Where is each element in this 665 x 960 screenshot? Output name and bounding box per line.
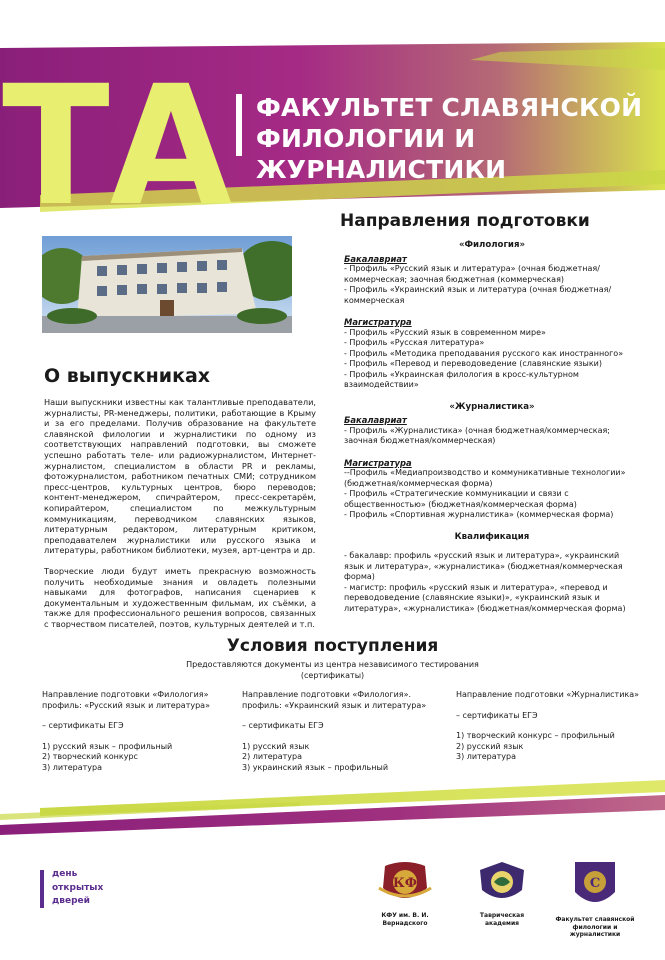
journalism-title: «Журналистика»: [449, 401, 535, 412]
philology-bachelor-label: Бакалавриат: [344, 253, 407, 264]
list-item: 2) литература: [242, 752, 303, 761]
alumni-paragraph-2: Творческие люди будут иметь прекрасную возможность получить необходимые знания и овладеть полезными навыками для фотографов, написания сценариев к документальным и художественным фильмам, их съёмки, а также для профессионального решения вопросов, связанных с творчеством писателей, поэтов, культурных деятелей и т.п.: [44, 565, 316, 629]
admission-direction: Направление подготовки «Филология»: [42, 690, 209, 699]
list-item: 3) литература: [42, 762, 103, 772]
list-item: - Профиль «Украинский язык и литература (очная бюджетная/коммерческая: [344, 285, 612, 305]
title-divider: [236, 94, 242, 156]
admission-column-philology-ukrainian: [242, 690, 442, 773]
alumni-heading: О выпускниках: [44, 365, 211, 387]
svg-text:С: С: [589, 876, 601, 891]
faculty-title-line1: ФАКУЛЬТЕТ СЛАВЯНСКОЙ: [256, 93, 643, 122]
admission-note-line2: (сертификаты): [300, 670, 365, 680]
admission-direction: Направление подготовки «Журналистика»: [456, 690, 640, 699]
list-item: - Профиль «Русская литература»: [344, 338, 485, 347]
list-item: - Профиль «Русский язык и литература» (очная бюджетная/коммерческая; заочная бюджетная (коммерческая): [344, 264, 600, 284]
admission-heading: Условия поступления: [226, 636, 439, 656]
tauride-academy-emblem-icon: [472, 858, 532, 908]
admission-note: [0, 660, 665, 681]
admission-note-line1: Предоставляются документы из центра независимого тестирования: [186, 660, 479, 669]
admission-column-journalism: [456, 690, 646, 763]
tauride-academy-emblem: [462, 858, 542, 927]
list-item: 2) творческий конкурс: [42, 752, 138, 761]
list-item: - Профиль «Журналистика» (очная бюджетная/коммерческая; заочная бюджетная/коммерческая): [344, 425, 610, 445]
footer-stripe: [0, 770, 665, 840]
kfu-emblem-icon: [375, 858, 435, 908]
list-item: - Профиль «Стратегические коммуникации и связи с общественностью» (бюджетная/коммерческая форма): [344, 489, 577, 509]
svg-text:КФ: КФ: [392, 876, 418, 891]
faculty-emblem: [555, 856, 635, 939]
list-item: - Профиль «Перевод и переводоведение (славянские языки): [344, 359, 602, 368]
list-item: - Профиль «Украинская филология в кросс-культурном взаимодействии»: [344, 369, 579, 389]
admission-cert: – сертификаты ЕГЭ: [42, 721, 124, 730]
qualification-title: Квалификация: [454, 531, 530, 542]
ta-logo: [0, 70, 235, 210]
directions-list: [344, 240, 640, 614]
list-item: - бакалавр: профиль «русский язык и литература», «украинский язык и литература», «журналистика» (бюджетная/коммерческая форма): [344, 551, 623, 581]
list-item: 1) русский язык – профильный: [42, 741, 173, 751]
ta-logo-letters: ТА: [2, 70, 232, 210]
list-item: --Профиль «Медиапроизводство и коммуникативные технологии» (бюджетная/коммерческая форма): [344, 468, 626, 488]
admission-column-philology-russian: [42, 690, 242, 773]
open-day-line2: открытых: [52, 882, 104, 893]
directions-heading: Направления подготовки: [340, 211, 590, 231]
header-banner: [0, 0, 665, 215]
open-day-bar: [40, 870, 44, 908]
list-item: 3) литература: [456, 752, 517, 761]
admission-profile: профиль: «Русский язык и литература»: [42, 700, 210, 710]
tauride-academy-emblem-label: Таврическая академия: [479, 912, 525, 927]
journalism-bachelor-label: Бакалавриат: [344, 415, 407, 425]
list-item: 1) русский язык: [242, 741, 310, 751]
faculty-title-line2: ФИЛОЛОГИИ И ЖУРНАЛИСТИКИ: [256, 124, 507, 184]
faculty-title: [256, 92, 665, 185]
admission-profile: профиль: «Украинский язык и литература»: [242, 700, 427, 710]
faculty-emblem-label: Факультет славянской филологии и журналистики: [555, 916, 635, 938]
list-item: 1) творческий конкурс – профильный: [456, 731, 615, 740]
alumni-paragraph-1: Наши выпускники известны как талантливые преподаватели, журналисты, PR-менеджеры, политики, работающие в Крыму и за его пределами. Получив образование на факультете славянской филологии и журналистики по одному из соответствующих направлений подготовки, вы сможете успешно работать теле- или радиожурналистом, Интернет-журналистом, специалистом в области PR и рекламы, фотожурналистом, работником печатных СМИ; сотрудником пресс-центров, культурных центров, бюро переводов; контент-менеджером, спичрайтером, пресс-секретарём, копирайтером, специалистом по межкультурным коммуникациям, переводчиком славянских языков, литературным редактором, литературным критиком, преподавателем журналистики или русского языка и литературы, работником библиотеки, музея, арт-центра и др.: [44, 397, 316, 556]
alumni-text: [44, 397, 316, 629]
faculty-emblem-icon: [570, 856, 620, 912]
list-item: 3) украинский язык – профильный: [242, 762, 389, 772]
philology-master-label: Магистратура: [344, 317, 412, 327]
philology-title: «Филология»: [458, 240, 526, 250]
list-item: - Профиль «Русский язык в современном мире»: [344, 327, 546, 337]
kfu-emblem: [360, 858, 450, 927]
admission-cert: – сертификаты ЕГЭ: [242, 721, 324, 730]
list-item: - магистр: профиль «русский язык и литература», «перевод и переводоведение (славянские языки)», «украинский язык и литература», «журналистика» (бюджетная/коммерческая форма): [344, 582, 626, 613]
admission-direction: Направление подготовки «Филология».: [242, 690, 412, 699]
list-item: - Профиль «Методика преподавания русского как иностранного»: [344, 348, 624, 358]
list-item: 2) русский язык: [456, 741, 524, 751]
admission-cert: – сертификаты ЕГЭ: [456, 710, 538, 720]
kfu-emblem-label: КФУ им. В. И. Вернадского: [381, 912, 429, 927]
building-photo: [42, 236, 292, 333]
open-day-line3: дверей: [52, 896, 90, 906]
list-item: - Профиль «Спортивная журналистика» (коммерческая форма): [344, 510, 614, 519]
open-day-line1: день: [52, 869, 78, 879]
journalism-master-label: Магистратура: [344, 457, 412, 468]
